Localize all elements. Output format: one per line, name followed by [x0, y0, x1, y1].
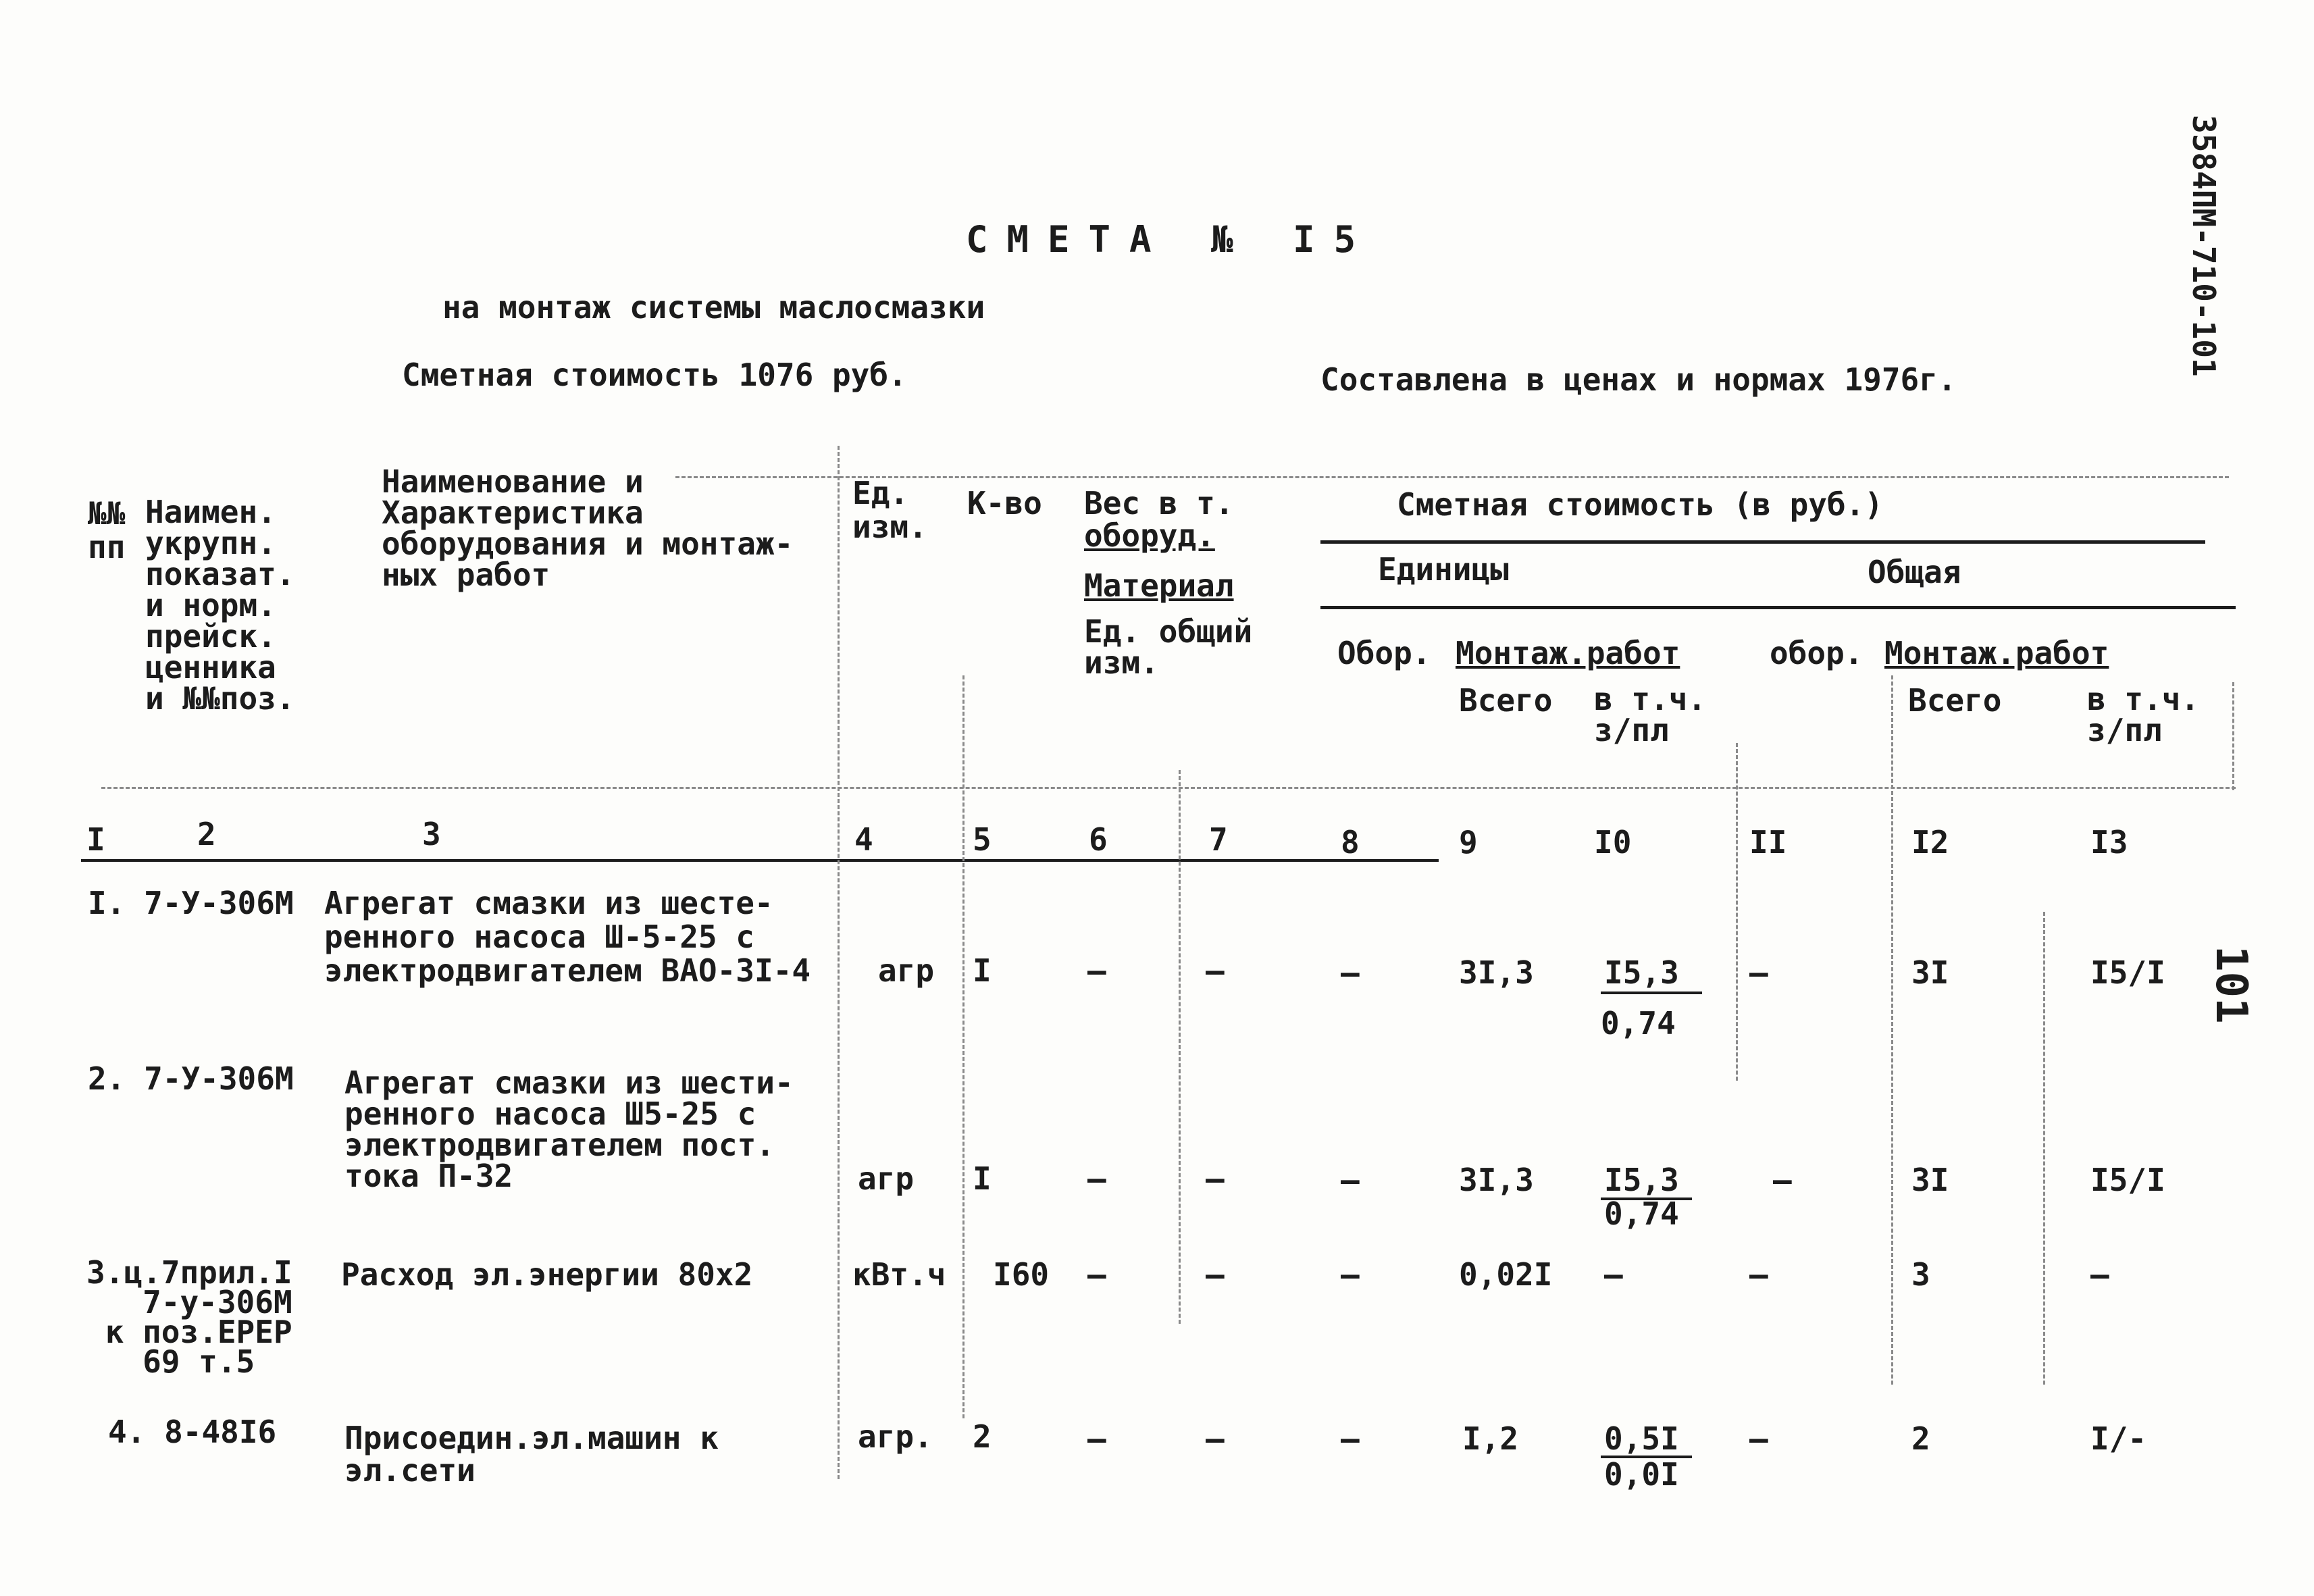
header-all-total: Всего	[1908, 682, 2002, 719]
row3-number: 3.ц.7прил.I 7-у-306М к поз.ЕРЕР 69 т.5	[86, 1254, 292, 1380]
row4-unit: агр.	[858, 1418, 933, 1455]
row1-mount-wage-2: 0,74	[1601, 1005, 1676, 1041]
header-cost: Сметная стоимость (в руб.)	[1397, 486, 1884, 523]
row3-total-all: 3	[1911, 1256, 1930, 1293]
row2-equipment: –	[1341, 1162, 1360, 1198]
row4-number: 4. 8-48I6	[108, 1414, 277, 1450]
colnum-11: II	[1749, 824, 1787, 860]
col-sep-6	[2043, 912, 2045, 1385]
row4-equipment-total: –	[1749, 1420, 1768, 1457]
colnum-8: 8	[1341, 824, 1360, 860]
row2-weight-unit: –	[1087, 1160, 1106, 1197]
header-wage-unit: в т.ч. з/пл	[1594, 681, 1707, 748]
row2-mount-wage: I5,3	[1604, 1162, 1679, 1198]
row1-equipment-total: –	[1749, 954, 1768, 991]
colnum-1: I	[86, 821, 105, 858]
header-weight-equipment: оборуд.	[1084, 517, 1215, 554]
header-row-number: №№ пп	[88, 495, 126, 565]
row4-total-wage: I/-	[2090, 1420, 2147, 1457]
row2-quantity: I	[973, 1160, 992, 1197]
header-weight: Вес в т.	[1084, 485, 1234, 521]
header-wage-total: в т.ч. з/пл	[2087, 681, 2200, 748]
colnum-10: I0	[1594, 824, 1632, 860]
header-unit-cost: Единицы	[1378, 551, 1509, 588]
colnum-7: 7	[1209, 821, 1228, 858]
column-number-rule	[81, 859, 1439, 862]
row4-weight-unit: –	[1087, 1420, 1106, 1457]
row2-number: 2. 7-У-306М	[88, 1060, 294, 1097]
header-all-unit: Всего	[1459, 682, 1553, 719]
colnum-3: 3	[422, 816, 441, 852]
row2-total-all: 3I	[1911, 1162, 1949, 1198]
row1-equipment: –	[1341, 954, 1360, 991]
row2-unit: агр	[858, 1160, 915, 1197]
header-quantity: К-во	[967, 485, 1042, 521]
row4-mount-wage: 0,5I	[1604, 1420, 1679, 1457]
units-header-rule	[1320, 606, 2236, 609]
row1-description: Агрегат смазки из шесте- ренного насоса Ш-5-25 с электродвигателем ВАО-3I-4	[324, 885, 811, 989]
colnum-5: 5	[973, 821, 992, 858]
row1-mount-wage: I5,3	[1604, 954, 1679, 991]
col-sep-1	[838, 446, 840, 1479]
row3-equipment: –	[1341, 1256, 1360, 1293]
document-subtitle: на монтаж системы маслосмазки	[442, 289, 985, 326]
row3-mount-wage: –	[1604, 1256, 1623, 1293]
estimated-cost: Сметная стоимость 1076 руб.	[402, 357, 907, 393]
row3-quantity: I60	[993, 1256, 1050, 1293]
colnum-2: 2	[197, 816, 216, 852]
cost-header-rule	[1320, 540, 2205, 544]
row1-unit: агр	[878, 952, 935, 989]
prices-basis: Составлена в ценах и нормах 1976г.	[1320, 361, 1957, 398]
header-mounting-total: Монтаж.работ	[1884, 635, 2109, 671]
row3-mount-all: 0,02I	[1459, 1256, 1553, 1293]
col-sep-3	[1179, 770, 1181, 1324]
colnum-4: 4	[854, 821, 873, 858]
header-weight-units: Ед. общий изм.	[1084, 613, 1253, 681]
row1-total-all: 3I	[1911, 954, 1949, 991]
row2-mount-all: 3I,3	[1459, 1162, 1534, 1198]
row4-total-all: 2	[1911, 1420, 1930, 1457]
row3-description: Расход эл.энергии 80х2	[341, 1256, 753, 1293]
row1-fraction-line	[1601, 992, 1702, 994]
page-number: 101	[2206, 946, 2256, 1024]
row3-unit: кВт.ч	[852, 1256, 946, 1293]
header-weight-material: Материал	[1084, 567, 1234, 604]
colnum-9: 9	[1459, 824, 1478, 860]
row2-description: Агрегат смазки из шести- ренного насоса Ш5-25 с электродвигателем пост. тока П-32	[344, 1064, 794, 1194]
header-mounting-unit: Монтаж.работ	[1456, 635, 1680, 671]
row4-equipment: –	[1341, 1420, 1360, 1457]
row1-total-wage: I5/I	[2090, 954, 2165, 991]
document-title: СМЕТА № I5	[966, 218, 1375, 261]
row2-total-wage: I5/I	[2090, 1162, 2165, 1198]
row1-weight-unit: –	[1087, 952, 1106, 989]
col-sep-4	[1736, 743, 1738, 1081]
row2-mount-wage-2: 0,74	[1604, 1195, 1679, 1232]
header-equipment-unit: Обор.	[1337, 635, 1431, 671]
row4-weight-total: –	[1206, 1420, 1225, 1457]
colnum-13: I3	[2090, 824, 2128, 860]
row1-weight-total: –	[1206, 952, 1225, 989]
row3-total-wage: –	[2090, 1256, 2109, 1293]
row3-equipment-total: –	[1749, 1256, 1768, 1293]
row4-mount-wage-2: 0,0I	[1604, 1456, 1679, 1493]
row1-number: I. 7-У-306М	[88, 885, 294, 921]
row2-equipment-total: –	[1773, 1162, 1792, 1198]
side-document-code: 3584ПМ-710-101	[2186, 115, 2222, 377]
row3-weight-total: –	[1206, 1256, 1225, 1293]
row1-mount-all: 3I,3	[1459, 954, 1534, 991]
header-total-cost: Общая	[1868, 554, 1961, 590]
header-unit: Ед. изм.	[852, 475, 927, 545]
header-norm-code: Наимен. укрупн. показат. и норм. прейск. ценника и №№поз.	[145, 494, 295, 717]
colnum-6: 6	[1089, 821, 1108, 858]
row3-weight-unit: –	[1087, 1256, 1106, 1293]
header-equipment-total: обор.	[1770, 635, 1863, 671]
col-sep-2	[962, 675, 965, 1418]
colnum-12: I2	[1911, 824, 1949, 860]
col-sep-7	[2232, 682, 2234, 790]
header-description: Наименование и Характеристика оборудования и монтаж- ных работ	[382, 463, 794, 593]
row4-description: Присоедин.эл.машин к эл.сети	[344, 1420, 719, 1489]
header-bottom-rule	[101, 787, 2236, 789]
row1-quantity: I	[973, 952, 992, 989]
col-sep-5	[1891, 675, 1893, 1385]
row4-mount-all: I,2	[1462, 1420, 1519, 1457]
row4-quantity: 2	[973, 1418, 992, 1455]
row2-weight-total: –	[1206, 1160, 1225, 1197]
